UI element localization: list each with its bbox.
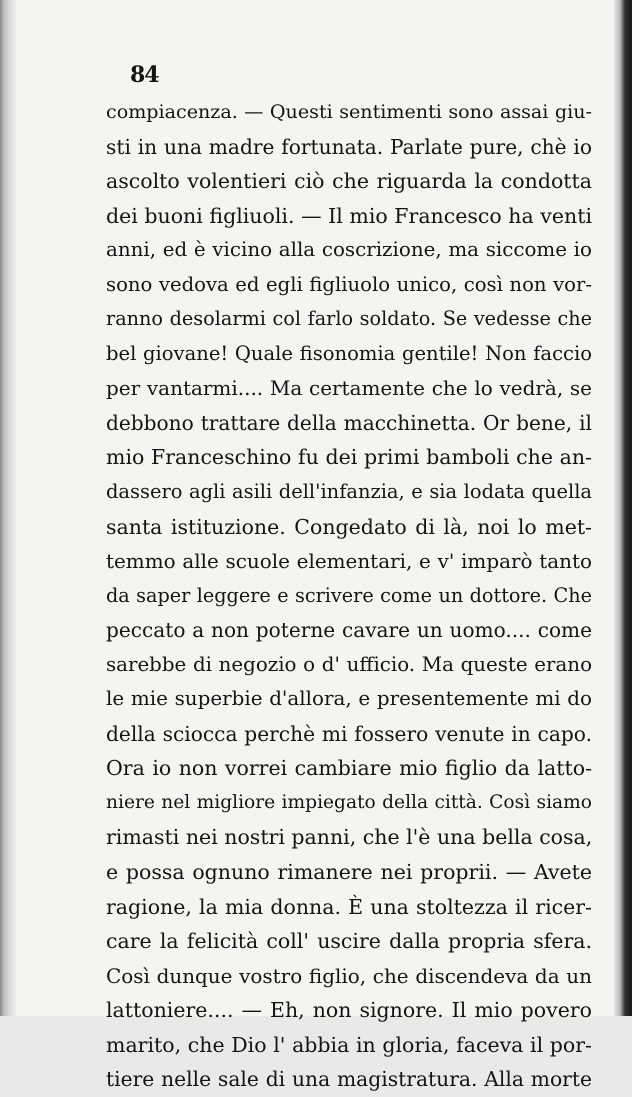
text-line: lattoniere.... — Eh, non signore. Il mio povero bbox=[106, 998, 592, 1023]
body-text bbox=[106, 95, 592, 1097]
text-line: Ora io non vorrei cambiare mio figlio da latto- bbox=[106, 756, 592, 781]
text-line: le mie superbie d'allora, e presentemente mi do bbox=[106, 687, 592, 711]
text-line: sti in una madre fortunata. Parlate pure, chè io bbox=[106, 134, 592, 159]
text-line: compiacenza. — Questi sentimenti sono assai giu- bbox=[106, 100, 592, 123]
text-line: debbono trattare della macchinetta. Or bene, il bbox=[106, 410, 592, 435]
text-line: della sciocca perchè mi fossero venute in capo. bbox=[106, 721, 592, 746]
text-line: peccato a non poterne cavare un uomo.... come bbox=[106, 618, 592, 643]
text-line: ragione, la mia donna. È una stoltezza il ricer- bbox=[106, 894, 592, 919]
text-line: care la felicità coll' uscire dalla propria sfera. bbox=[106, 929, 592, 954]
text-line: santa istituzione. Congedato di là, noi lo met- bbox=[106, 514, 592, 539]
text-line: da saper leggere e scrivere come un dottore. Che bbox=[106, 583, 592, 607]
right-page-edge bbox=[614, 0, 632, 1016]
text-line: Così dunque vostro figlio, che discendeva da un bbox=[106, 963, 592, 988]
text-line: bel giovane! Quale fisonomia gentile! Non faccio bbox=[106, 341, 592, 365]
text-line: ranno desolarmi col farlo soldato. Se vedesse che bbox=[106, 307, 592, 331]
text-line: ascolto volentieri ciò che riguarda la condotta bbox=[106, 169, 592, 194]
text-line: sono vedova ed egli figliuolo unico, così non vor- bbox=[106, 272, 592, 296]
text-line: temmo alle scuole elementari, e v' imparò tanto bbox=[106, 549, 592, 574]
page-number: 84 bbox=[130, 62, 159, 88]
text-line: anni, ed è vicino alla coscrizione, ma siccome io bbox=[106, 238, 592, 262]
text-line: tiere nelle sale di una magistratura. Alla morte bbox=[106, 1067, 592, 1092]
left-binding-shadow bbox=[0, 0, 16, 1016]
text-line: dei buoni figliuoli. — Il mio Francesco ha venti bbox=[106, 203, 592, 228]
text-line: rimasti nei nostri panni, che l'è una bella cosa, bbox=[106, 825, 593, 850]
text-line: e possa ognuno rimanere nei proprii. — Avete bbox=[106, 860, 592, 885]
text-line: sarebbe di negozio o d' ufficio. Ma queste erano bbox=[106, 652, 592, 676]
text-line: niere nel migliore impiegato della città. Così siamo bbox=[106, 791, 592, 813]
text-line: mio Franceschino fu dei primi bamboli che an- bbox=[106, 445, 592, 470]
text-line: dassero agli asili dell'infanzia, e sia lodata quella bbox=[106, 480, 592, 504]
text-line: per vantarmi.... Ma certamente che lo vedrà, se bbox=[106, 376, 592, 401]
text-line: marito, che Dio l' abbia in gloria, faceva il por- bbox=[106, 1032, 592, 1057]
